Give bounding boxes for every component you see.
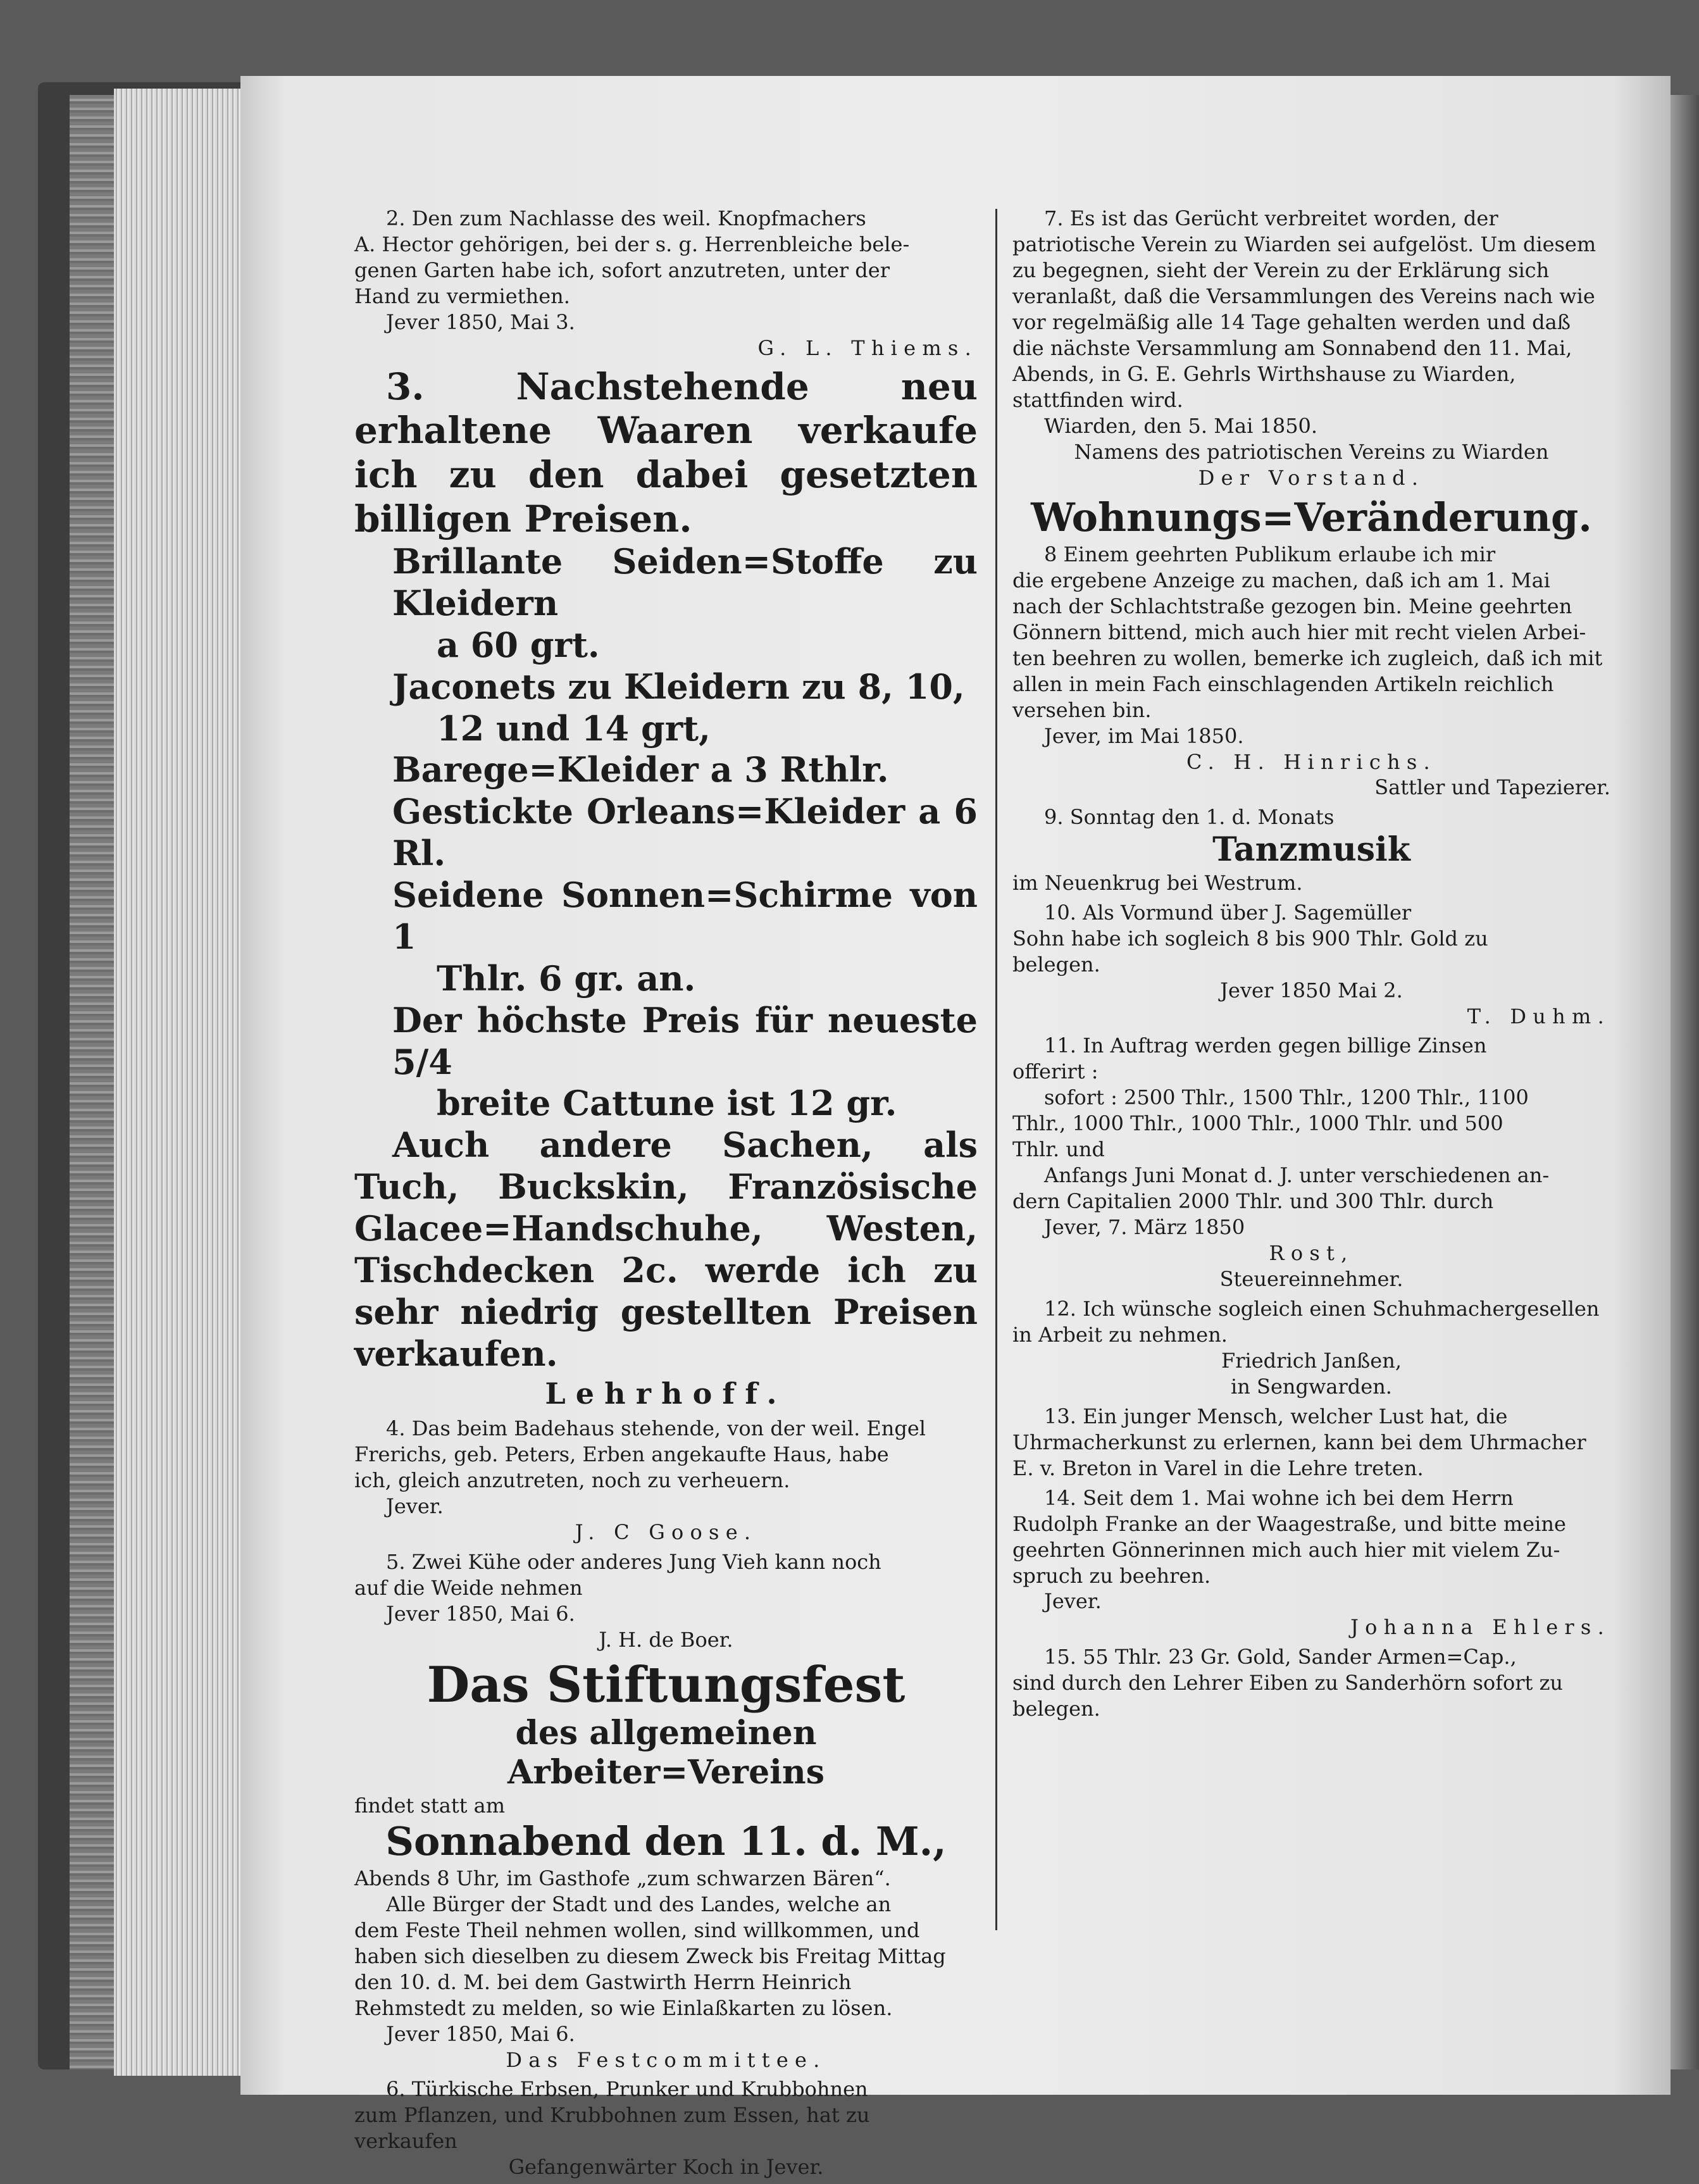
ad-10: [1012, 900, 1610, 1030]
ad-line: Anfangs Juni Monat d. J. unter verschiedenen an-: [1044, 1163, 1550, 1188]
ad-line: stattfinden wird.: [1012, 387, 1183, 412]
ad-line: die nächste Versammlung am Sonnabend den 11. Mai,: [1012, 335, 1572, 360]
ad-line: geehrten Gönnerinnen mich auch hier mit vielem Zu-: [1012, 1537, 1560, 1562]
left-column: [354, 206, 978, 2184]
ad-line: Thlr., 1000 Thlr., 1000 Thlr., 1000 Thlr. und 500: [1012, 1111, 1503, 1136]
ad-place: Jever.: [1044, 1589, 1102, 1614]
ad-line: ten beehren zu wollen, bemerke ich zugleich, daß ich mit: [1012, 646, 1603, 670]
ad-line: 15. 55 Thlr. 23 Gr. Gold, Sander Armen=Cap.,: [1044, 1645, 1517, 1669]
ad-item: Barege=Kleider a 3 Rthlr.: [392, 749, 889, 790]
ad-item: Gestickte Orleans=Kleider a 6 Rl.: [392, 791, 978, 874]
ad-date: Jever 1850, Mai 3.: [386, 309, 575, 334]
ad-line: versehen bin.: [1012, 697, 1152, 722]
ad-subtitle: des allgemeinen Arbeiter=Vereins: [507, 1713, 825, 1792]
ad-line: Alle Bürger der Stadt und des Landes, welche an: [386, 1892, 892, 1916]
ad-item: 12 und 14 grt,: [437, 708, 711, 749]
ad-role: Steuereinnehmer.: [1219, 1267, 1403, 1292]
ad-line: 13. Ein junger Mensch, welcher Lust hat, die: [1044, 1404, 1508, 1428]
ad-role: Sattler und Tapezierer.: [1374, 775, 1610, 800]
ad-item: Der höchste Preis für neueste 5/4: [392, 999, 978, 1082]
ad-item: Seidene Sonnen=Schirme von 1: [392, 875, 978, 957]
ad-line: dern Capitalien 2000 Thlr. und 300 Thlr. durch: [1012, 1189, 1494, 1214]
ad-line: findet statt am: [354, 1793, 506, 1818]
ad-11: [1012, 1033, 1610, 1292]
ad-line: genen Garten habe ich, sofort anzutreten, unter der: [354, 258, 890, 282]
ad-line: 14. Seit dem 1. Mai wohne ich bei dem Herrn: [1044, 1485, 1514, 1510]
ad-2: [354, 206, 978, 361]
ad-line: veranlaßt, daß die Versammlungen des Vereins nach wie: [1012, 284, 1595, 308]
right-column: [1012, 206, 1610, 1726]
ad-line: sofort : 2500 Thlr., 1500 Thlr., 1200 Thlr., 1100: [1044, 1085, 1529, 1110]
ad-place: im Neuenkrug bei Westrum.: [1012, 870, 1303, 895]
ad-line: belegen.: [1012, 1697, 1100, 1721]
column-divider: [995, 209, 997, 1930]
ad-date: Jever, 7. März 1850: [1044, 1215, 1245, 1240]
ad-line: Thlr. und: [1012, 1137, 1105, 1162]
ad-item: Brillante Seiden=Stoffe zu Kleidern: [392, 541, 978, 623]
ad-line: verkaufen: [354, 2129, 457, 2154]
ad-line: haben sich dieselben zu diesem Zweck bis Freitag Mittag: [354, 1944, 946, 1968]
ad-place: Jever.: [386, 1494, 444, 1519]
ad-signature: Rost,: [1269, 1241, 1354, 1266]
ad-line: Rehmstedt zu melden, so wie Einlaßkarten zu lösen.: [354, 1995, 893, 2020]
ad-signature: Johanna Ehlers.: [1350, 1615, 1610, 1640]
ad-line: 2. Den zum Nachlasse des weil. Knopfmachers: [386, 206, 866, 230]
ad-line: 8 Einem geehrten Publikum erlaube ich mir: [1044, 542, 1496, 566]
ad-line: die ergebene Anzeige zu machen, daß ich am 1. Mai: [1012, 568, 1550, 592]
ad-signature: Gefangenwärter Koch in Jever.: [508, 2155, 824, 2180]
ad-line: zu begegnen, sieht der Verein zu der Erklärung sich: [1012, 258, 1550, 282]
ad-4: [354, 1416, 978, 1545]
ad-line: A. Hector gehörigen, bei der s. g. Herrenbleiche bele-: [354, 232, 910, 256]
ad-signature: Das Festcommittee.: [506, 2047, 826, 2072]
ad-line: offerirt :: [1012, 1059, 1098, 1084]
ad-signature: Lehrhoff.: [545, 1376, 787, 1411]
ad-7: [1012, 206, 1610, 490]
ad-date: Jever 1850, Mai 6.: [386, 1602, 575, 1626]
ad-item: breite Cattune ist 12 gr.: [437, 1083, 897, 1124]
ad-line: 10. Als Vormund über J. Sagemüller: [1044, 900, 1412, 925]
ad-line: patriotische Verein zu Wiarden sei aufgelöst. Um diesem: [1012, 232, 1596, 256]
ad-stiftungsfest: [354, 1657, 978, 2073]
ad-date: Jever 1850 Mai 2.: [1220, 978, 1403, 1002]
ad-item: a 60 grt.: [437, 624, 600, 665]
ad-intro: 3. Nachstehende neu erhaltene Waaren verkaufe ich zu den dabei gesetzten billigen Preisen.: [354, 365, 978, 540]
ad-date: Jever, im Mai 1850.: [1044, 723, 1244, 748]
ad-line: 11. In Auftrag werden gegen billige Zinsen: [1044, 1033, 1487, 1058]
ad-line: zum Pflanzen, und Krubbohnen zum Essen, hat zu: [354, 2103, 870, 2128]
ad-signature: Der Vorstand.: [1198, 465, 1425, 490]
ad-13: [1012, 1404, 1610, 1482]
ad-line: spruch zu beehren.: [1012, 1563, 1211, 1588]
ad-outro: Auch andere Sachen, als Tuch, Buckskin, Französische Glacee=Handschuhe, Westen, Tischdecken 2c. werde ich zu sehr niedrig gestellten Preisen verkaufen.: [354, 1125, 978, 1374]
ad-date: Jever 1850, Mai 6.: [386, 2021, 575, 2046]
ad-title: Wohnungs=Veränderung.: [1031, 494, 1592, 541]
ad-signature: J. H. de Boer.: [599, 1628, 733, 1652]
ad-date-heading: Sonnabend den 11. d. M.,: [385, 1818, 947, 1865]
ad-line: Gönnern bittend, mich auch hier mit recht vielen Arbei-: [1012, 620, 1586, 644]
book-spine: [70, 95, 114, 2069]
ad-line: vor regelmäßig alle 14 Tage gehalten werden und daß: [1012, 309, 1571, 334]
ad-line: dem Feste Theil nehmen wollen, sind willkommen, und: [354, 1918, 920, 1942]
ad-line: Frerichs, geb. Peters, Erben angekaufte Haus, habe: [354, 1442, 889, 1467]
right-page-edge: [1671, 95, 1699, 2069]
ad-line: 4. Das beim Badehaus stehende, von der weil. Engel: [386, 1416, 926, 1441]
ad-line: allen in mein Fach einschlagenden Artikeln reichlich: [1012, 671, 1554, 696]
ad-date: Wiarden, den 5. Mai 1850.: [1044, 413, 1318, 438]
ad-12: [1012, 1296, 1610, 1400]
ad-line: Sohn habe ich sogleich 8 bis 900 Thlr. Gold zu: [1012, 926, 1488, 951]
ad-line: Hand zu vermiethen.: [354, 284, 570, 308]
ad-15: [1012, 1644, 1610, 1722]
ad-line: auf die Weide nehmen: [354, 1576, 583, 1601]
ad-place: in Sengwarden.: [1231, 1374, 1392, 1399]
ad-signature: J. C Goose.: [575, 1520, 757, 1545]
ad-line: in Arbeit zu nehmen.: [1012, 1322, 1228, 1347]
ad-title: Das Stiftungsfest: [426, 1656, 906, 1714]
ad-line: belegen.: [1012, 952, 1100, 977]
ad-line: Abends 8 Uhr, im Gasthofe „zum schwarzen Bären“.: [354, 1866, 891, 1890]
ad-title: Tanzmusik: [1212, 830, 1410, 870]
page-edges: [114, 89, 240, 2076]
ad-14: [1012, 1485, 1610, 1641]
ad-line: den 10. d. M. bei dem Gastwirth Herrn Heinrich: [354, 1969, 852, 1994]
ad-line: 7. Es ist das Gerücht verbreitet worden, der: [1044, 206, 1498, 230]
ad-6: [354, 2076, 978, 2180]
ad-line: sind durch den Lehrer Eiben zu Sanderhörn sofort zu: [1012, 1671, 1564, 1695]
ad-signature: C. H. Hinrichs.: [1186, 749, 1436, 774]
ad-line: E. v. Breton in Varel in die Lehre treten.: [1012, 1456, 1424, 1480]
ad-line: 12. Ich wünsche sogleich einen Schuhmachergesellen: [1044, 1297, 1600, 1321]
ad-9: [1012, 804, 1610, 895]
ad-3: [354, 365, 978, 1413]
ad-line: 5. Zwei Kühe oder anderes Jung Vieh kann noch: [386, 1550, 881, 1575]
ad-item: Jaconets zu Kleidern zu 8, 10,: [392, 666, 965, 707]
ad-line: Abends, in G. E. Gehrls Wirthshause zu Wiarden,: [1012, 361, 1516, 386]
ad-item: Thlr. 6 gr. an.: [437, 958, 696, 999]
ad-line: Rudolph Franke an der Waagestraße, und bitte meine: [1012, 1511, 1566, 1536]
ad-5: [354, 1549, 978, 1653]
ad-signature-line: Namens des patriotischen Vereins zu Wiarden: [1074, 439, 1549, 464]
ad-line: 6. Türkische Erbsen, Prunker und Krubbohnen: [386, 2077, 868, 2102]
ad-line: 9. Sonntag den 1. d. Monats: [1044, 805, 1335, 830]
ad-line: ich, gleich anzutreten, noch zu verheuern.: [354, 1468, 790, 1493]
ad-signature: T. Duhm.: [1467, 1004, 1610, 1028]
ad-line: Uhrmacherkunst zu erlernen, kann bei dem Uhrmacher: [1012, 1430, 1586, 1454]
ad-line: nach der Schlachtstraße gezogen bin. Meine geehrten: [1012, 594, 1572, 618]
ad-signature: Friedrich Janßen,: [1221, 1348, 1402, 1373]
ad-8: [1012, 494, 1610, 801]
ad-signature: G. L. Thiems.: [757, 335, 978, 360]
